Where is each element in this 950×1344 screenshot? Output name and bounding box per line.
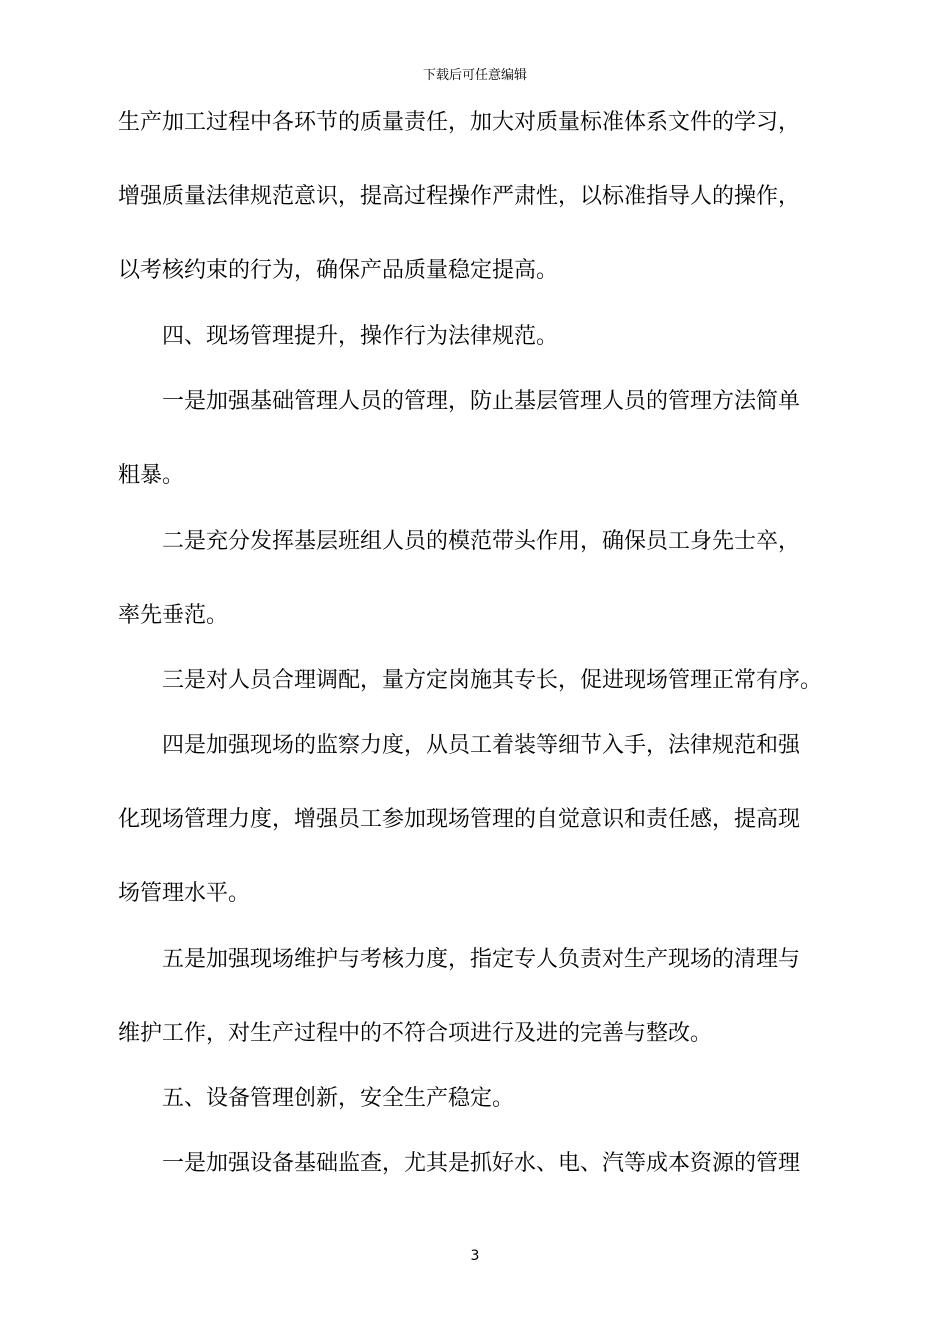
text-line: 以考核约束的行为，确保产品质量稳定提高。 bbox=[118, 258, 559, 283]
text-line: 一是加强设备基础监查，尤其是抓好水、电、汽等成本资源的管理 bbox=[162, 1151, 801, 1176]
text-line: 率先垂范。 bbox=[118, 603, 229, 628]
text-line: 化现场管理力度，增强员工参加现场管理的自觉意识和责任感，提高现 bbox=[118, 807, 801, 832]
text-line: 生产加工过程中各环节的质量责任，加大对质量标准体系文件的学习， bbox=[118, 110, 801, 135]
section-heading: 五、设备管理创新，安全生产稳定。 bbox=[162, 1086, 515, 1111]
text-line: 增强质量法律规范意识，提高过程操作严肃性，以标准指导人的操作， bbox=[118, 184, 801, 209]
section-heading: 四、现场管理提升，操作行为法律规范。 bbox=[162, 324, 559, 349]
text-line: 二是充分发挥基层班组人员的模范带头作用，确保员工身先士卒， bbox=[162, 529, 801, 554]
text-line: 场管理水平。 bbox=[118, 881, 251, 906]
page-number: 3 bbox=[470, 1248, 480, 1264]
text-line: 五是加强现场维护与考核力度，指定专人负责对生产现场的清理与 bbox=[162, 947, 801, 972]
text-line: 三是对人员合理调配，量方定岗施其专长，促进现场管理正常有序。 bbox=[162, 668, 823, 693]
page-header: 下载后可任意编辑 bbox=[422, 68, 527, 83]
text-line: 四是加强现场的监察力度，从员工着装等细节入手，法律规范和强 bbox=[162, 733, 801, 758]
text-line: 粗暴。 bbox=[118, 463, 185, 488]
text-line: 维护工作，对生产过程中的不符合项进行及进的完善与整改。 bbox=[118, 1021, 713, 1046]
text-line: 一是加强基础管理人员的管理，防止基层管理人员的管理方法简单 bbox=[162, 389, 801, 414]
